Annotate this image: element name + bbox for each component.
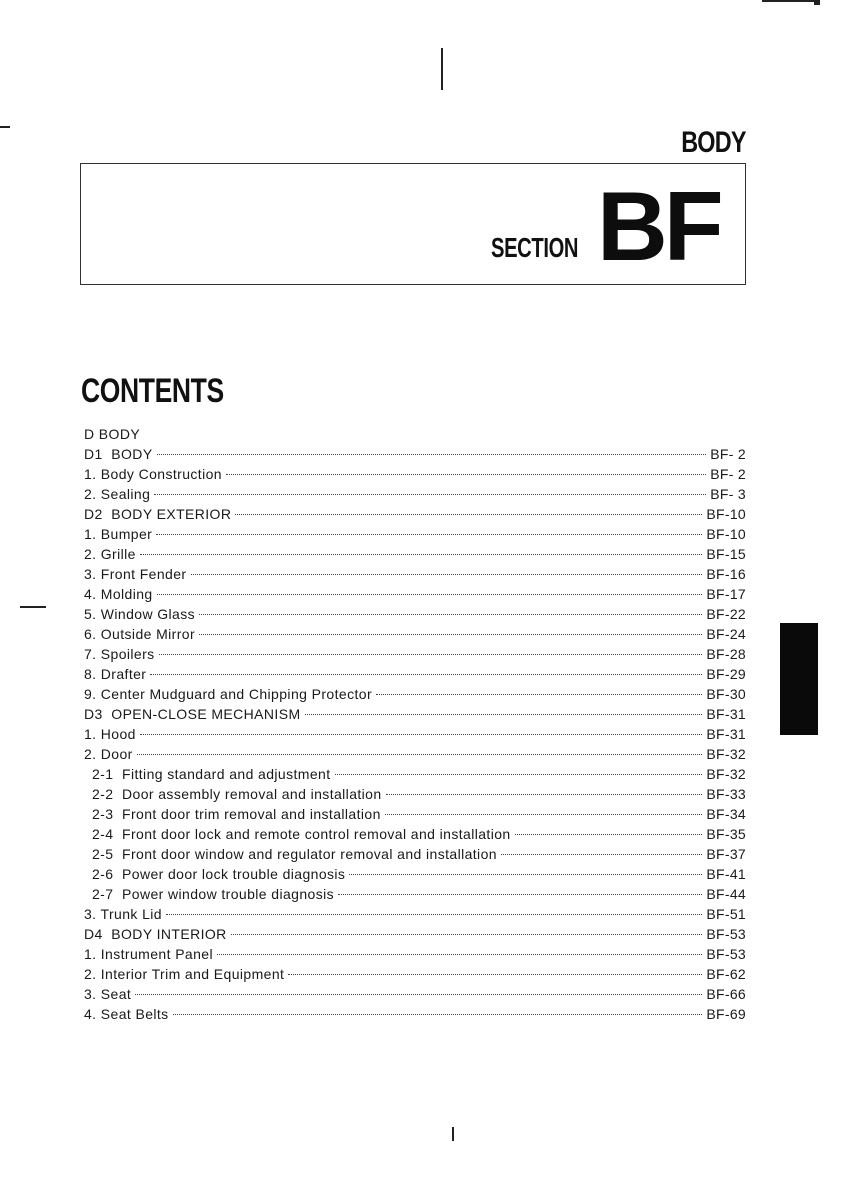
table-of-contents — [84, 424, 746, 1024]
toc-entry-page: BF-66 — [706, 986, 746, 1002]
toc-entry-label: 3. Seat — [84, 986, 132, 1002]
toc-entry-page: BF-34 — [706, 806, 746, 822]
toc-dot-leader — [231, 934, 703, 935]
toc-entry-label: D1 BODY — [84, 446, 153, 462]
toc-dot-leader — [288, 974, 702, 975]
toc-entry — [84, 884, 746, 904]
toc-entry-page: BF-16 — [706, 566, 746, 582]
top-right-corner-block — [814, 0, 820, 5]
toc-entry-page: BF-10 — [706, 506, 746, 522]
toc-entry-label: 2. Door — [84, 746, 133, 762]
toc-entry-page: BF-31 — [706, 706, 746, 722]
toc-dot-leader — [137, 754, 703, 755]
toc-entry — [84, 464, 746, 484]
toc-entry-page: BF-32 — [706, 746, 746, 762]
section-label: SECTION — [491, 232, 579, 263]
toc-entry-page: BF-51 — [706, 906, 746, 922]
toc-dot-leader — [385, 814, 703, 815]
toc-dot-leader — [515, 834, 703, 835]
toc-entry — [84, 484, 746, 504]
section-code: BF — [597, 171, 720, 281]
toc-entry-label: D4 BODY INTERIOR — [84, 926, 227, 942]
toc-entry — [84, 444, 746, 464]
toc-entry-label: 4. Molding — [84, 586, 153, 602]
toc-dot-leader — [199, 634, 702, 635]
toc-entry-label: 2. Sealing — [84, 486, 151, 502]
toc-entry-page: BF-28 — [706, 646, 746, 662]
toc-dot-leader — [191, 574, 703, 575]
toc-dot-leader — [157, 594, 703, 595]
toc-entry-label: 8. Drafter — [84, 666, 147, 682]
left-edge-tick-top — [0, 126, 10, 128]
toc-entry — [84, 904, 746, 924]
toc-dot-leader — [166, 914, 702, 915]
toc-entry — [84, 984, 746, 1004]
toc-entry-page: BF- 2 — [710, 466, 746, 482]
toc-dot-leader — [154, 494, 706, 495]
toc-entry-page: BF-53 — [706, 926, 746, 942]
toc-dot-leader — [386, 794, 703, 795]
toc-dot-leader — [173, 1014, 703, 1015]
toc-entry — [84, 424, 746, 444]
toc-entry — [84, 664, 746, 684]
top-center-tick — [441, 48, 443, 90]
toc-dot-leader — [501, 854, 702, 855]
toc-dot-leader — [305, 714, 703, 715]
toc-entry — [84, 1004, 746, 1024]
toc-entry-page: BF-22 — [706, 606, 746, 622]
toc-entry — [84, 644, 746, 664]
toc-dot-leader — [135, 994, 702, 995]
toc-entry-page: BF-33 — [706, 786, 746, 802]
toc-entry-label: 2-6 Power door lock trouble diagnosis — [92, 866, 346, 882]
toc-entry-label: 7. Spoilers — [84, 646, 155, 662]
toc-entry — [84, 844, 746, 864]
toc-entry-label: 9. Center Mudguard and Chipping Protector — [84, 686, 373, 702]
toc-entry — [84, 584, 746, 604]
toc-entry-label: D2 BODY EXTERIOR — [84, 506, 232, 522]
toc-dot-leader — [235, 514, 702, 515]
toc-entry-page: BF- 3 — [710, 486, 746, 502]
toc-entry-label: 1. Body Construction — [84, 466, 222, 482]
toc-entry — [84, 944, 746, 964]
toc-entry — [84, 824, 746, 844]
toc-entry-page: BF-31 — [706, 726, 746, 742]
toc-entry-label: 3. Front Fender — [84, 566, 187, 582]
toc-entry — [84, 704, 746, 724]
toc-entry — [84, 544, 746, 564]
toc-dot-leader — [226, 474, 706, 475]
toc-entry — [84, 604, 746, 624]
toc-entry-label: 5. Window Glass — [84, 606, 196, 622]
toc-dot-leader — [338, 894, 702, 895]
toc-dot-leader — [349, 874, 702, 875]
page-title: BODY — [681, 126, 746, 159]
contents-heading: CONTENTS — [81, 372, 224, 410]
toc-entry — [84, 564, 746, 584]
toc-entry-page: BF-35 — [706, 826, 746, 842]
toc-entry-label: 2-1 Fitting standard and adjustment — [92, 766, 331, 782]
toc-entry-label: 2-7 Power window trouble diagnosis — [92, 886, 335, 902]
toc-entry-label: 4. Seat Belts — [84, 1006, 169, 1022]
toc-dot-leader — [376, 694, 702, 695]
toc-entry-page: BF-15 — [706, 546, 746, 562]
toc-entry-page: BF-10 — [706, 526, 746, 542]
toc-dot-leader — [140, 554, 703, 555]
toc-entry-page: BF-53 — [706, 946, 746, 962]
bottom-center-tick — [452, 1127, 454, 1141]
toc-entry-page: BF-41 — [706, 866, 746, 882]
toc-entry-label: 2. Interior Trim and Equipment — [84, 966, 285, 982]
toc-entry — [84, 744, 746, 764]
toc-dot-leader — [199, 614, 702, 615]
toc-entry — [84, 864, 746, 884]
toc-entry — [84, 924, 746, 944]
toc-entry — [84, 524, 746, 544]
toc-entry — [84, 784, 746, 804]
toc-entry — [84, 804, 746, 824]
toc-entry-page: BF-44 — [706, 886, 746, 902]
toc-entry-label: D3 OPEN-CLOSE MECHANISM — [84, 706, 301, 722]
toc-entry — [84, 684, 746, 704]
left-edge-tick-middle — [20, 606, 46, 608]
toc-entry-page: BF-62 — [706, 966, 746, 982]
section-box — [80, 163, 746, 285]
toc-entry — [84, 504, 746, 524]
toc-entry-page: BF-24 — [706, 626, 746, 642]
toc-entry-page: BF-29 — [706, 666, 746, 682]
toc-entry-page: BF-30 — [706, 686, 746, 702]
toc-entry-page: BF-32 — [706, 766, 746, 782]
toc-dot-leader — [335, 774, 703, 775]
toc-entry — [84, 724, 746, 744]
toc-entry-label: 3. Trunk Lid — [84, 906, 162, 922]
toc-dot-leader — [159, 654, 703, 655]
toc-dot-leader — [156, 534, 702, 535]
section-thumb-tab — [780, 623, 818, 735]
toc-entry-page: BF-69 — [706, 1006, 746, 1022]
toc-entry-page: BF- 2 — [710, 446, 746, 462]
toc-dot-leader — [217, 954, 702, 955]
toc-entry-label: 2-4 Front door lock and remote control removal and installation — [92, 826, 511, 842]
toc-entry-label: D BODY — [84, 426, 141, 442]
toc-entry — [84, 764, 746, 784]
toc-entry-label: 1. Hood — [84, 726, 136, 742]
toc-entry-label: 6. Outside Mirror — [84, 626, 196, 642]
toc-dot-leader — [157, 454, 707, 455]
toc-dot-leader — [150, 674, 702, 675]
toc-entry — [84, 624, 746, 644]
toc-entry-page: BF-37 — [706, 846, 746, 862]
toc-entry-label: 2-3 Front door trim removal and installation — [92, 806, 381, 822]
toc-entry — [84, 964, 746, 984]
toc-entry-page: BF-17 — [706, 586, 746, 602]
toc-entry-label: 2. Grille — [84, 546, 136, 562]
toc-entry-label: 2-5 Front door window and regulator removal and installation — [92, 846, 497, 862]
top-right-corner-mark — [762, 0, 820, 2]
toc-entry-label: 2-2 Door assembly removal and installation — [92, 786, 382, 802]
toc-entry-label: 1. Bumper — [84, 526, 153, 542]
toc-entry-label: 1. Instrument Panel — [84, 946, 213, 962]
toc-dot-leader — [140, 734, 703, 735]
